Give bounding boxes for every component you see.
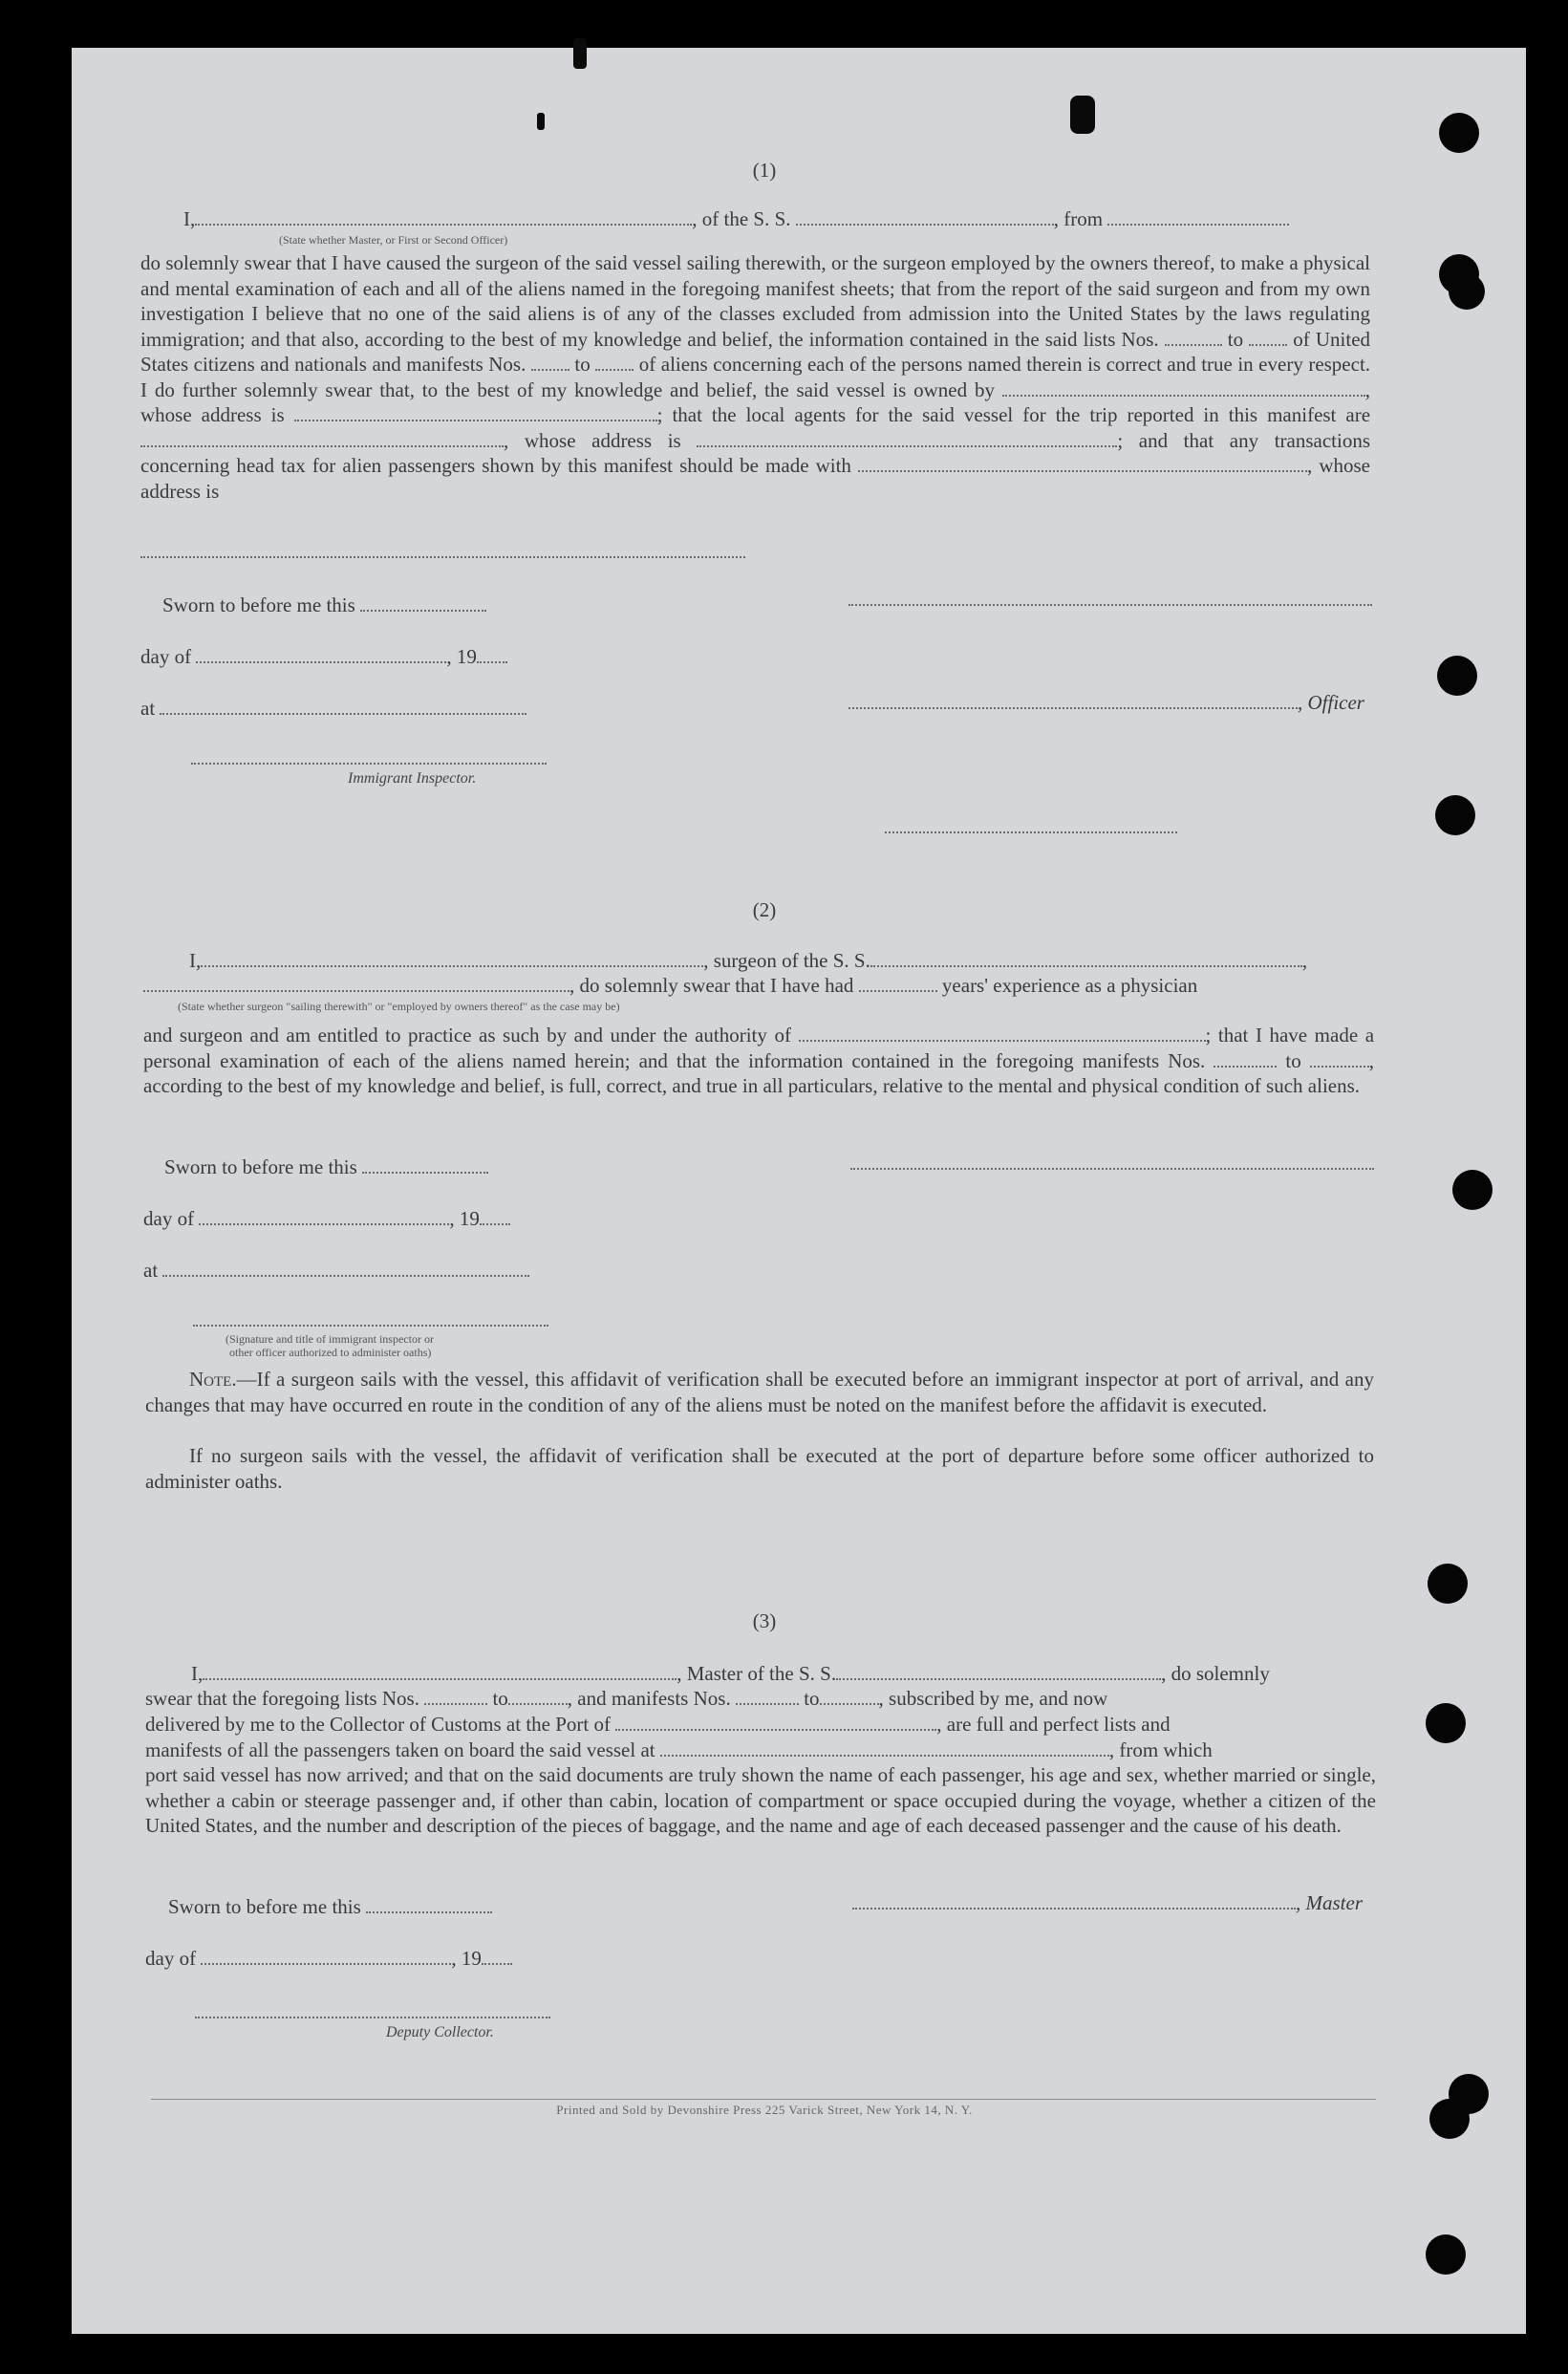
s2-note-2: If no surgeon sails with the vessel, the affidavit of verification shall be executed at the port of departure before some officer authorized to administer oaths.	[145, 1444, 1374, 1493]
s3-intro-line: I, , Master of the S. S. , do solemnly	[191, 1662, 1270, 1685]
s1-day-line: day of , 19	[140, 644, 507, 669]
binder-hole	[1435, 795, 1475, 835]
section-1-number: (1)	[752, 159, 777, 182]
s2-day-line: day of , 19	[143, 1206, 510, 1231]
s2-intro-line: I, , surgeon of the S. S. ,	[189, 949, 1308, 972]
printer-footer: Printed and Sold by Devonshire Press 225 Varick Street, New York 14, N. Y.	[556, 2103, 973, 2117]
s2-at-line: at	[143, 1258, 529, 1283]
s1-intro-line: I, , of the S. S. , from	[183, 206, 1289, 231]
section-2-number: (2)	[752, 898, 777, 921]
ink-spot	[573, 38, 587, 69]
binder-hole	[1439, 113, 1479, 153]
s3-sworn-line: Sworn to before me this	[168, 1894, 492, 1919]
binder-hole	[1452, 1170, 1493, 1210]
s3-day-line: day of , 19	[145, 1946, 512, 1971]
binder-hole	[1437, 656, 1477, 696]
binder-hole	[1428, 1564, 1468, 1604]
s2-oath-body: and surgeon and am entitled to practice as such by and under the authority of ; that I have made a personal examination of each of the aliens named herein; and that the information contained in the foregoing manifests Nos. to , according to the best of my knowledge and belief, is full, correct, and true in all particulars, relative to the mental and physical condition of such aliens.	[143, 1024, 1375, 1097]
s1-sworn-line: Sworn to before me this	[162, 593, 486, 617]
s1-inspector-line	[191, 763, 547, 765]
s3-master-line: , Master	[852, 1890, 1363, 1915]
s1-address-line	[140, 556, 745, 558]
s2-experience-line: , do solemnly swear that I have had years' experience as a physician	[143, 973, 1197, 998]
s1-oath-body: do solemnly swear that I have caused the surgeon of the said vessel sailing therewith, or the surgeon employed by the owners thereof, to make a physical and mental examination of each and all of the aliens named in the foregoing manifest sheets; that from the report of the said surgeon and from my own investigation I believe that no one of the said aliens is of any of the classes excluded from admission into the United States by the laws regulating immigration; and that also, according to the best of my knowledge and belief, the information contained in the said lists Nos. to of United States citizens and nationals and manifests Nos. to of aliens concerning each of the persons named therein is correct and true in every respect. I do further solemnly swear that, to the best of my knowledge and belief, the said vessel is owned by , whose address is ; that the local agents for the said vessel for the trip reported in this manifest are , whose address is ; and that any transactions concerning head tax for alien passengers shown by this manifest should be made with , whose address is	[140, 251, 1371, 503]
ink-spot	[1070, 96, 1095, 134]
s1-inspector-caption: Immigrant Inspector.	[348, 770, 477, 787]
s3-collector-line	[195, 2017, 550, 2018]
s3-delivered-line: delivered by me to the Collector of Customs at the Port of , are full and perfect lists and	[145, 1713, 1171, 1736]
s1-officer-hint: (State whether Master, or First or Second Officer)	[279, 233, 508, 247]
binder-hole	[1449, 273, 1485, 310]
s2-sworn-line: Sworn to before me this	[164, 1155, 488, 1179]
s1-separator	[885, 831, 1177, 833]
s3-lists-line: swear that the foregoing lists Nos. to , and manifests Nos. to , subscribed by me, and now	[145, 1687, 1108, 1710]
s2-note: Note.—If a surgeon sails with the vessel, this affidavit of verification shall be executed before an immigrant inspector at port of arrival, and any changes that may have occurred en route in the condition of any of the aliens must be noted on the manifest before the affidavit is executed.	[145, 1368, 1374, 1416]
s2-inspector-line	[193, 1325, 548, 1327]
s1-at-line: at	[140, 696, 526, 721]
footer-rule	[151, 2099, 1376, 2100]
ink-spot	[537, 113, 545, 130]
s3-collector-caption: Deputy Collector.	[386, 2024, 494, 2040]
s3-oath-body: port said vessel has now arrived; and that on the said documents are truly shown the name of each passenger, his age and sex, whether married or single, whether a cabin or steerage passenger and, if other than cabin, location of compartment or space occupied during the voyage, whether a citizen of the United States, and the number and description of the pieces of baggage, and the name and age of each deceased passenger and the cause of his death.	[145, 1763, 1376, 1837]
s1-officer-line: , Officer	[848, 690, 1364, 715]
binder-hole	[1426, 2234, 1466, 2275]
s1-signature-line	[848, 604, 1372, 606]
s2-signature-line	[850, 1168, 1374, 1170]
s3-manifests-line: manifests of all the passengers taken on board the said vessel at , from which	[145, 1738, 1213, 1761]
s2-sig-caption-2: other officer authorized to administer oaths)	[229, 1346, 432, 1359]
s2-sig-caption-1: (Signature and title of immigrant inspector or	[226, 1332, 434, 1346]
binder-hole	[1426, 1703, 1466, 1743]
s2-surgeon-hint: (State whether surgeon "sailing therewith" or "employed by owners thereof" as the case may be)	[178, 1000, 620, 1013]
section-3-number: (3)	[752, 1609, 777, 1632]
